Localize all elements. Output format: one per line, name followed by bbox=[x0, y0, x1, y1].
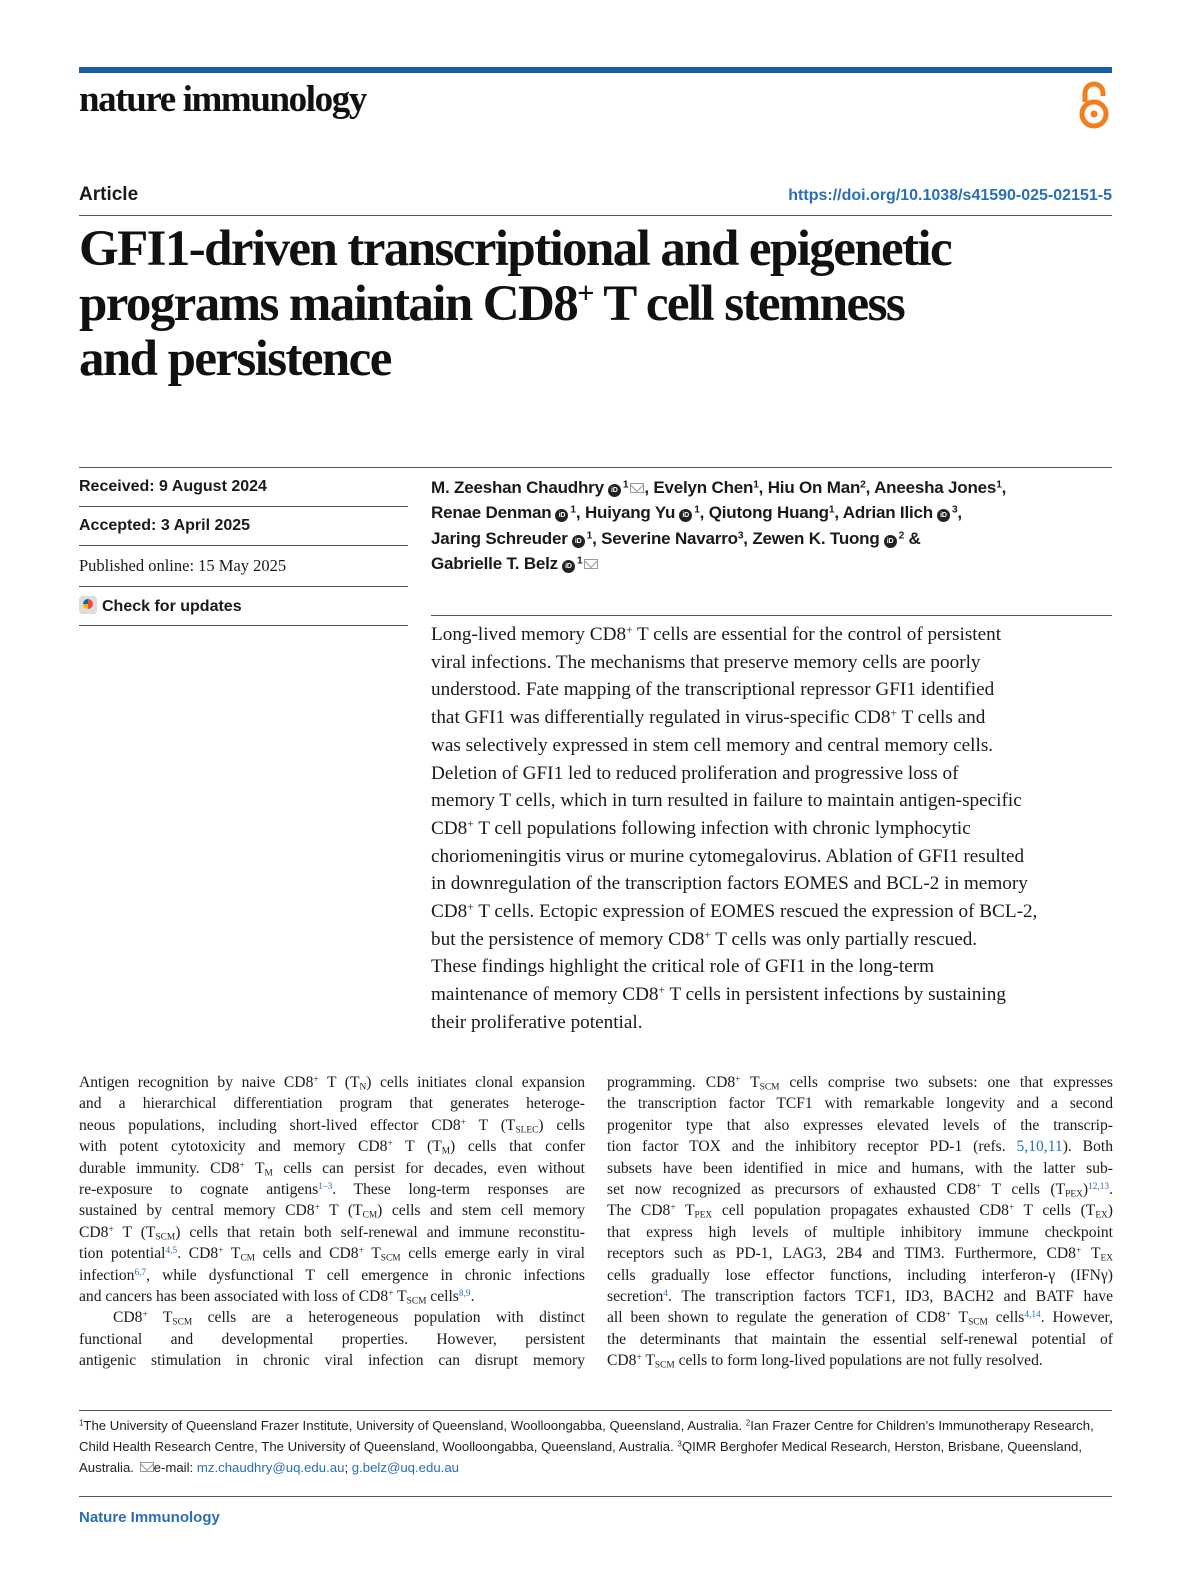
text-line: viral infections. The mechanisms that preserve memory cells are poorly bbox=[431, 651, 981, 673]
text-line: that express high levels of multiple inhibitory immune checkpoint bbox=[607, 1223, 1113, 1241]
text-line: memory T cells, which in turn resulted in failure to maintain antigen-specific bbox=[431, 790, 1022, 812]
divider bbox=[79, 506, 408, 507]
text-line: their proliferative potential. bbox=[431, 1011, 643, 1033]
email-link-belz[interactable]: g.belz@uq.edu.au bbox=[351, 1460, 460, 1475]
title-line: programs maintain CD8+ T cell stemness bbox=[79, 276, 905, 332]
email-link-chaudhry[interactable]: mz.chaudhry@uq.edu.au bbox=[196, 1460, 345, 1475]
divider bbox=[79, 625, 408, 626]
affiliation-marker: 1 bbox=[694, 504, 700, 516]
orcid-icon[interactable]: iD bbox=[572, 535, 585, 548]
email-icon bbox=[140, 1462, 154, 1472]
body-column-left bbox=[79, 1072, 585, 1372]
text-line: neous populations, including short-lived effector CD8+ T $(T_{SLEC})$ cells bbox=[79, 1116, 585, 1136]
affiliation-marker: 3 bbox=[737, 529, 744, 541]
divider bbox=[79, 1410, 1112, 1411]
text-line: tion factor TOX and the inhibitory receptor PD-1 (refs. 5,10,11). Both bbox=[607, 1138, 1113, 1156]
text-line: receptors such as PD-1, LAG3, 2B4 and TIM3. Furthermore, CD8+ $T_{EX}$ bbox=[607, 1245, 1113, 1264]
text-line: all been shown to regulate the generation of CD8+ $T_{SCM}$ cells$^{4,14}$. However, bbox=[607, 1309, 1113, 1328]
orcid-icon[interactable]: iD bbox=[562, 560, 575, 573]
email-label: e-mail: bbox=[153, 1460, 197, 1475]
text-line: and cancers has been associated with loss of CD8+ $T_{SCM}$ cells$^{8,9}$. bbox=[79, 1288, 475, 1307]
text-line: durable immunity. CD8+ $T_M$ cells can persist for decades, even without bbox=[79, 1159, 585, 1178]
divider bbox=[79, 467, 1112, 468]
reference-link[interactable]: 12,13 bbox=[1088, 1181, 1110, 1192]
text-line: maintenance of memory CD8+ T cells in persistent infections by sustaining bbox=[431, 984, 1006, 1006]
text-line: The CD8+ $T_{PEX}$ cell population propagates exhausted CD8+ T cells $(T_{EX})$ bbox=[607, 1202, 1113, 1221]
text-line: choriomeningitis virus or murine cytomegalovirus. Ablation of GFI1 resulted bbox=[431, 845, 1025, 867]
text-line: These findings highlight the critical role of GFI1 in the long-term bbox=[431, 956, 935, 978]
text-line: antigenic stimulation in chronic viral infection can disrupt memory bbox=[79, 1352, 585, 1370]
email-icon[interactable] bbox=[630, 483, 644, 493]
received-date: Received: 9 August 2024 bbox=[79, 478, 267, 495]
title-line: and persistence bbox=[79, 331, 391, 387]
text-line: re-exposure to cognate antigens$^{1-3}$. These long-term responses are bbox=[79, 1181, 585, 1199]
author-name[interactable]: Renae Denman bbox=[431, 503, 552, 523]
text-line: that GFI1 was differentially regulated in virus-specific CD8+ T cells and bbox=[431, 707, 986, 729]
accepted-date: Accepted: 3 April 2025 bbox=[79, 517, 251, 534]
reference-link[interactable]: 8,9 bbox=[458, 1288, 471, 1299]
affiliation-marker: 1 bbox=[576, 555, 583, 567]
reference-link[interactable]: 1–3 bbox=[318, 1181, 333, 1192]
author-name[interactable]: Hiu On Man bbox=[767, 478, 861, 497]
author-name[interactable]: Aneesha Jones bbox=[874, 478, 997, 497]
affiliations-footnote: $^1$The University of Queensland Frazer Institute, University of Queensland, Woolloongabba, Queensland, Australia. $^2$Ian Frazer Centre for Children’s Immunotherapy Research, Child Health Research Centre, The University of Queensland, Woolloongabba, Queensland, Australia. $^3$QIMR Berghofer Medical Research, Herston, Brisbane, Queensland, Australia. e-mail: mz.chaudhry@uq.edu.au; g.belz@uq.edu.au bbox=[79, 1418, 1094, 1475]
orcid-icon[interactable]: iD bbox=[608, 484, 621, 497]
affiliation-marker: 2 bbox=[898, 529, 905, 541]
orcid-icon[interactable]: iD bbox=[937, 509, 950, 522]
author-name[interactable]: Huiyang Yu bbox=[584, 503, 676, 523]
text-line: Deletion of GFI1 led to reduced proliferation and progressive loss of bbox=[431, 762, 959, 784]
body-column-right bbox=[607, 1072, 1113, 1372]
reference-link[interactable]: 4,14 bbox=[1024, 1310, 1041, 1321]
author-name[interactable]: Qiutong Huang bbox=[708, 503, 829, 523]
divider bbox=[431, 615, 1112, 616]
text-line: but the persistence of memory CD8+ T cells was only partially rescued. bbox=[431, 928, 978, 950]
divider bbox=[79, 586, 408, 587]
text-line: CD8+ T $(T_{SCM})$ cells that retain both self-renewal and immune reconstitu- bbox=[79, 1223, 586, 1243]
affiliation-marker: 1 bbox=[622, 479, 629, 491]
author-name[interactable]: Gabrielle T. Belz bbox=[431, 553, 558, 573]
text-line: in downregulation of the transcription factors EOMES and BCL-2 in memory bbox=[431, 873, 1028, 895]
article-type: Article bbox=[79, 184, 139, 205]
text-line: infection$^{6,7}$, while dysfunctional T cell emergence in chronic infections bbox=[79, 1266, 585, 1284]
divider bbox=[79, 545, 408, 546]
text-line: secretion$^4$. The transcription factors TCF1, ID3, BACH2 and BATF have bbox=[607, 1288, 1113, 1306]
check-for-updates-button[interactable]: Check for updates bbox=[79, 596, 242, 616]
journal-logo[interactable]: nature immunology bbox=[79, 79, 366, 120]
email-icon[interactable] bbox=[584, 559, 598, 569]
text-line: with potent cytotoxicity and memory CD8+ T $(T_M)$ cells that confer bbox=[79, 1138, 585, 1157]
article-title bbox=[79, 222, 1119, 387]
text-line: tion potential$^{4,5}$. CD8+ $T_{CM}$ cells and CD8+ $T_{SCM}$ cells emerge early in viral bbox=[79, 1245, 585, 1264]
text-line: and a hierarchical differentiation program that generates heteroge- bbox=[79, 1095, 585, 1113]
text-line: functional and developmental properties. However, persistent bbox=[79, 1330, 585, 1348]
reference-link[interactable]: 5,10,11 bbox=[1016, 1138, 1063, 1156]
author-name[interactable]: Adrian Ilich bbox=[842, 503, 933, 523]
journal-top-bar bbox=[79, 67, 1112, 73]
affiliation-marker: 1 bbox=[828, 504, 835, 516]
text-line: the determinants that maintain the essential self-renewal potential of bbox=[607, 1330, 1113, 1348]
published-date: Published online: 15 May 2025 bbox=[79, 556, 287, 575]
text-line: the transcription factor TCF1 with remarkable longevity and a second bbox=[607, 1095, 1113, 1113]
text-line: programming. CD8+ $T_{SCM}$ cells comprise two subsets: one that expresses bbox=[607, 1074, 1113, 1093]
text-line: CD8+ T cell populations following infection with chronic lymphocytic bbox=[431, 817, 971, 839]
reference-link[interactable]: 4 bbox=[663, 1288, 668, 1299]
affiliations-text: $^1$The University of Queensland Frazer Institute, University of Queensland, Woolloongabba, Queensland, Australia. $^2$Ian Frazer Centre for Children’s Immunotherapy Research, Child Health Research Centre, The University of Queensland, Woolloongabba, Queensland, Australia. $^3$QIMR Berghofer Medical Research, Herston, Brisbane, Queensland, Australia. bbox=[79, 1418, 1094, 1475]
open-access-icon bbox=[1076, 80, 1112, 130]
author-name[interactable]: Zewen K. Tuong bbox=[752, 528, 880, 548]
affiliation-marker: 1 bbox=[570, 504, 576, 516]
author-name[interactable]: Evelyn Chen bbox=[653, 478, 754, 497]
author-name[interactable]: Jaring Schreuder bbox=[431, 528, 568, 548]
divider bbox=[79, 1496, 1112, 1497]
text-line: understood. Fate mapping of the transcriptional repressor GFI1 identified bbox=[431, 679, 995, 701]
divider bbox=[79, 215, 1112, 216]
text-line: CD8+ T cells. Ectopic expression of EOMES rescued the expression of BCL-2, bbox=[431, 901, 1038, 923]
text-line: was selectively expressed in stem cell memory and central memory cells. bbox=[431, 734, 994, 756]
affiliation-marker: 1 bbox=[753, 479, 759, 491]
text-line: progenitor type that also expresses elevated levels of the transcrip- bbox=[607, 1116, 1113, 1134]
text-line: cells gradually lose effector functions, including interferon-γ (IFNγ) bbox=[607, 1266, 1113, 1284]
author-list: M. Zeeshan Chaudhry $iD^1$ , Evelyn Chen$^1$, Hiu On Man$^2$, Aneesha Jones$^1$, Renae Denman $iD^1$, Huiyang Yu $iD^1$, Qiutong Huang$^1$, Adrian Ilich $iD^3$, Jaring Schreuder $iD^1$, Severine Navarro$^3$, Zewen K. Tuong $iD^2$ & Gabrielle T. Belz $iD^1$ bbox=[431, 478, 1007, 573]
text-line: subsets have been identified in mice and humans, with the latter sub- bbox=[607, 1159, 1113, 1177]
text-line: sustained by central memory CD8+ T $(T_{CM})$ cells and stem cell memory bbox=[79, 1202, 585, 1221]
footer-journal-link[interactable]: Nature Immunology bbox=[79, 1509, 220, 1526]
affiliation-marker: 2 bbox=[860, 479, 866, 491]
text-line: CD8+ $T_{SCM}$ cells to form long-lived populations are not fully resolved. bbox=[607, 1352, 1043, 1371]
author-name[interactable]: M. Zeeshan Chaudhry bbox=[431, 478, 604, 497]
orcid-icon[interactable]: iD bbox=[884, 535, 897, 548]
text-line: CD8+ $T_{SCM}$ cells are a heterogeneous population with distinct bbox=[113, 1309, 585, 1328]
orcid-icon[interactable]: iD bbox=[555, 509, 568, 522]
text-line: set now recognized as precursors of exhausted CD8+ T cells $(T_{PEX})^{12,13}$. bbox=[607, 1181, 1113, 1200]
title-line: GFI1-driven transcriptional and epigenetic bbox=[79, 221, 952, 277]
reference-link[interactable]: 4,5 bbox=[165, 1246, 178, 1257]
orcid-icon[interactable]: iD bbox=[679, 509, 692, 522]
doi-link[interactable]: https://doi.org/10.1038/s41590-025-02151-5 bbox=[788, 187, 1112, 204]
text-line: Antigen recognition by naive CD8+ T $(T_N)$ cells initiates clonal expansion bbox=[79, 1074, 586, 1093]
affiliation-marker: 1 bbox=[996, 479, 1002, 491]
author-name[interactable]: Severine Navarro bbox=[601, 528, 738, 548]
check-updates-icon bbox=[79, 596, 97, 614]
affiliation-marker: 1 bbox=[586, 529, 593, 541]
abstract bbox=[431, 621, 1121, 1037]
reference-link[interactable]: 6,7 bbox=[134, 1267, 147, 1278]
affiliation-marker: 3 bbox=[951, 504, 958, 516]
text-line: Long-lived memory CD8+ T cells are essential for the control of persistent bbox=[431, 624, 1002, 645]
